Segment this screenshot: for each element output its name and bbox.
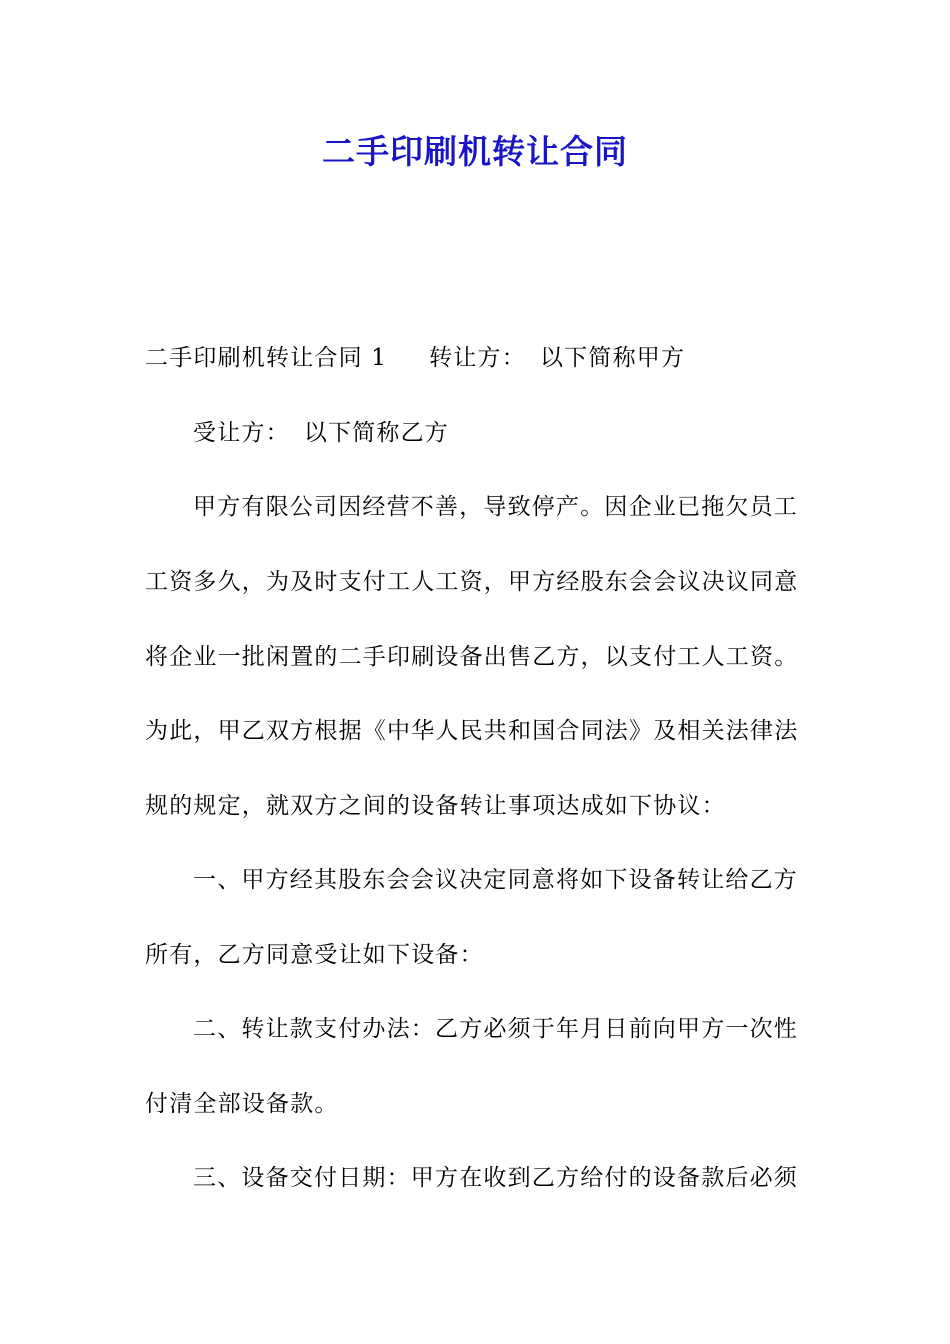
body-line: 工资多久，为及时支付工人工资，甲方经股东会会议决议同意 — [145, 569, 799, 595]
body-line: 规的规定，就双方之间的设备转让事项达成如下协议： — [145, 793, 726, 819]
body-line: 二、转让款支付办法：乙方必须于年月日前向甲方一次性 — [193, 1016, 798, 1042]
body-line: 甲方有限公司因经营不善，导致停产。因企业已拖欠员工 — [193, 494, 798, 520]
transferee-note: 以下简称乙方 — [303, 420, 450, 446]
body-line: 付清全部设备款。 — [145, 1091, 339, 1117]
body-line: 为此，甲乙双方根据《中华人民共和国合同法》及相关法律法 — [145, 718, 799, 744]
body-line: 一、甲方经其股东会会议决定同意将如下设备转让给乙方 — [193, 867, 798, 893]
document-title: 二手印刷机转让合同 — [322, 132, 628, 171]
body-line: 所有，乙方同意受让如下设备： — [145, 942, 484, 968]
transferee-label: 受让方： — [193, 420, 290, 446]
header-line — [145, 342, 815, 374]
body-line: 将企业一批闲置的二手印刷设备出售乙方，以支付工人工资。 — [145, 644, 799, 670]
transferee-line — [193, 417, 863, 449]
transferor-note: 以下简称甲方 — [539, 345, 686, 371]
body-line: 三、设备交付日期：甲方在收到乙方给付的设备款后必须 — [193, 1165, 798, 1191]
transferor-label: 转让方： — [429, 345, 526, 371]
contract-heading: 二手印刷机转让合同 1 — [145, 345, 388, 371]
